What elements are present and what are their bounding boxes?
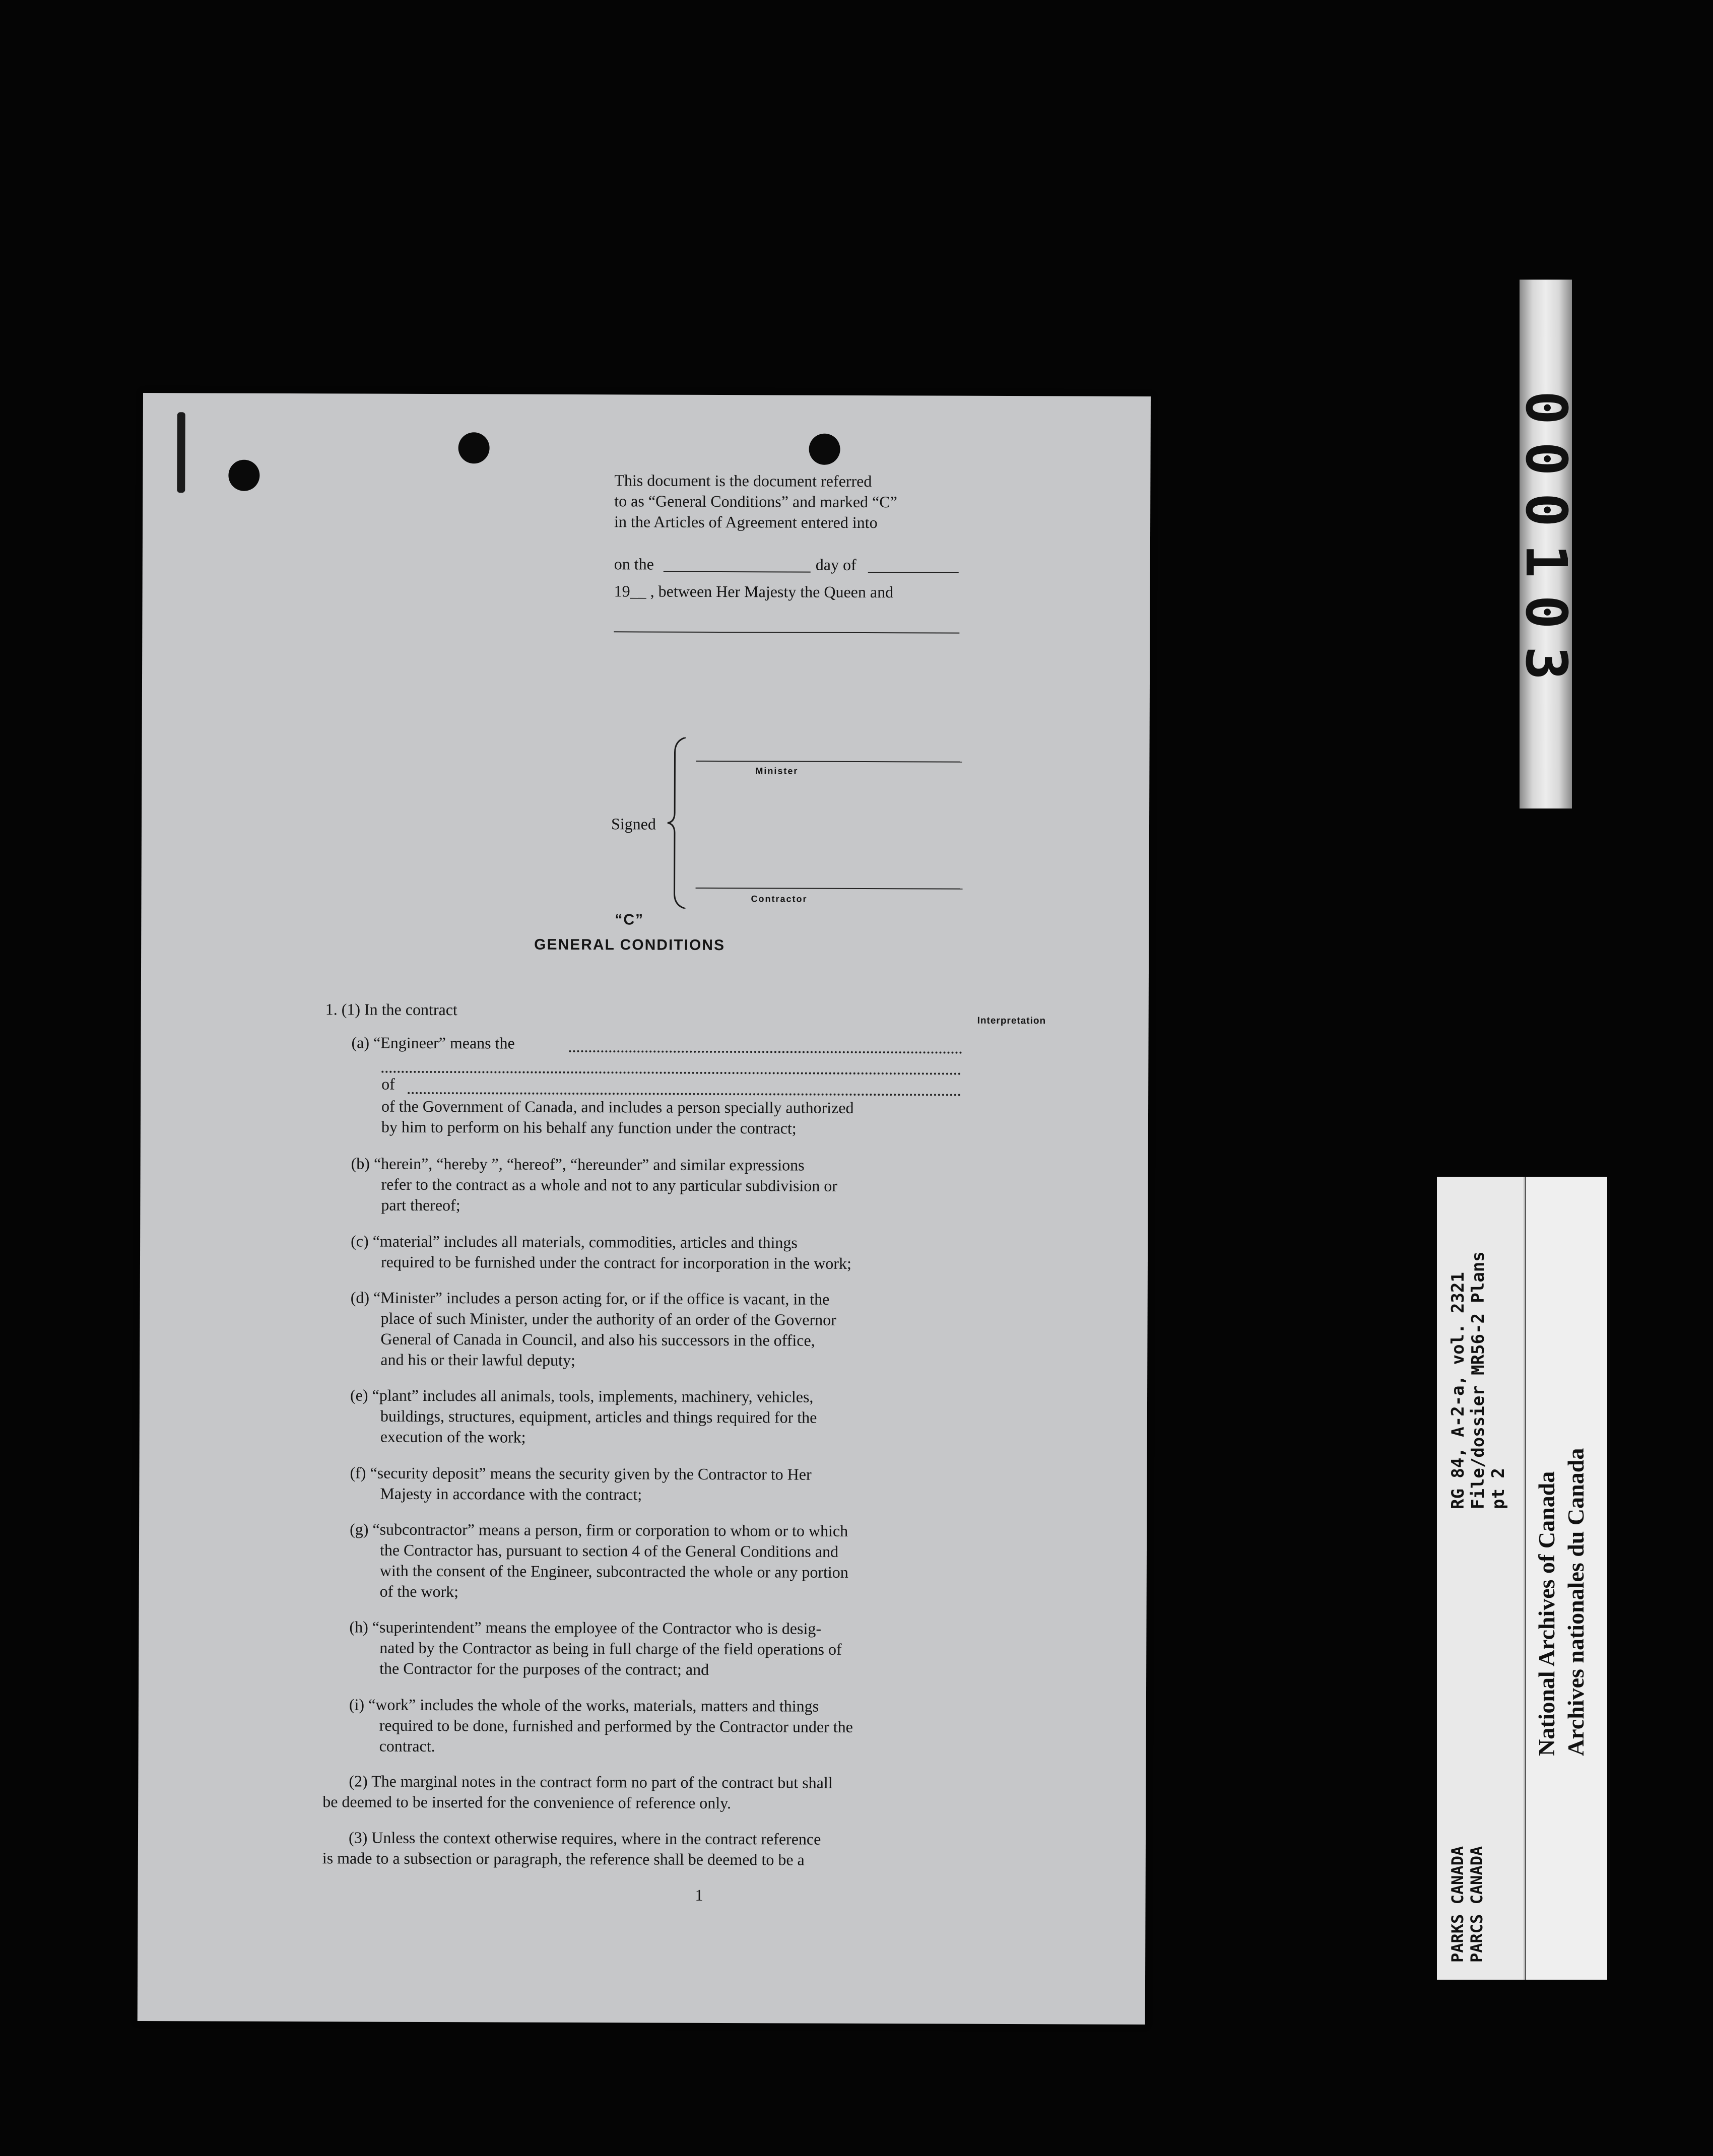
reference-line-3: pt 2 (1488, 1468, 1508, 1509)
signature-brace (665, 737, 696, 909)
clause-e-line-1: (e) “plant” includes all animals, tools, implements, machinery, vehicles, (350, 1386, 814, 1406)
on-the-label: on the (614, 555, 654, 573)
document-page (138, 393, 1151, 2025)
torn-edge (177, 412, 185, 493)
clause-i-line-3: contract. (379, 1736, 435, 1756)
reference-line-1: RG 84, A-2-a, vol. 2321 (1448, 1272, 1468, 1509)
clause-f-line-1: (f) “security deposit” means the security given by the Contractor to Her (350, 1463, 812, 1484)
clause-g-line-2: the Contractor has, pursuant to section 4 of the General Conditions and (379, 1540, 839, 1561)
clause-e-line-3: execution of the work; (380, 1427, 526, 1446)
contractor-name-blank[interactable] (614, 631, 959, 633)
month-blank[interactable] (868, 572, 959, 573)
subsection-3-line-2: is made to a subsection or paragraph, the reference shall be deemed to be a (322, 1849, 805, 1869)
subsection-2-line-2: be deemed to be inserted for the convenience of reference only. (322, 1792, 732, 1812)
minister-label: Minister (755, 766, 799, 776)
general-conditions-title: GENERAL CONDITIONS (534, 936, 726, 954)
contractor-signature-line[interactable] (696, 888, 963, 890)
frame-number: 000103 (1513, 390, 1578, 698)
subsection-3-line-1: (3) Unless the context otherwise requires, where in the contract reference (348, 1828, 821, 1848)
parks-canada-en: PARKS CANADA (1448, 1846, 1467, 1963)
clause-f-line-2: Majesty in accordance with the contract; (380, 1484, 642, 1504)
frame-number-stamp (1513, 280, 1578, 809)
clause-a-line-1: (a) “Engineer” means the (351, 1033, 515, 1052)
clause-g-line-1: (g) “subcontractor” means a person, firm or corporation to whom or to which (350, 1520, 848, 1540)
clause-e-line-2: buildings, structures, equipment, articles and things required for the (380, 1406, 817, 1427)
clause-a-of: of (381, 1074, 395, 1093)
clause-c-line-2: required to be furnished under the contract for incorporation in the work; (380, 1252, 851, 1272)
clause-h-line-3: the Contractor for the purposes of the contract; and (379, 1659, 709, 1678)
clause-b-line-1: (b) “herein”, “hereby ”, “hereof”, “hereunder” and similar expressions (351, 1154, 805, 1174)
clause-g-line-3: with the consent of the Engineer, subcontracted the whole or any portion (379, 1561, 848, 1581)
preamble-line-3: in the Articles of Agreement entered into (614, 512, 878, 532)
day-blank[interactable] (664, 571, 811, 573)
minister-signature-line[interactable] (696, 761, 962, 763)
archives-name-fr: Archives nationales du Canada (1563, 1448, 1589, 1756)
clause-i-line-1: (i) “work” includes the whole of the works, materials, matters and things (349, 1695, 819, 1715)
day-of-label: day of (815, 555, 856, 574)
clause-h-line-2: nated by the Contractor as being in full charge of the field operations of (379, 1638, 842, 1658)
clause-a-line-3: of the Government of Canada, and includes a person specially authorized (381, 1097, 854, 1117)
clause-h-line-1: (h) “superintendent” means the employee of the Contractor who is desig- (349, 1618, 822, 1638)
clause-c-line-1: (c) “material” includes all materials, commodities, articles and things (351, 1232, 798, 1252)
clause-d-line-2: place of such Minister, under the authority of an order of the Governor (380, 1309, 836, 1329)
punch-hole-middle (458, 432, 490, 463)
clause-d-line-1: (d) “Minister” includes a person acting for, or if the office is vacant, in the (350, 1288, 830, 1308)
clause-b-line-3: part thereof; (381, 1195, 460, 1215)
parks-canada-fr: PARCS CANADA (1467, 1846, 1486, 1963)
national-archives-label (1526, 1177, 1607, 1980)
punch-hole-left (228, 460, 259, 491)
clause-i-line-2: required to be done, furnished and performed by the Contractor under the (379, 1716, 853, 1736)
clause-d-line-4: and his or their lawful deputy; (380, 1350, 575, 1370)
engineer-dotted-2[interactable] (381, 1071, 961, 1075)
schedule-mark: “C” (615, 911, 644, 928)
archives-name-en: National Archives of Canada (1534, 1471, 1559, 1756)
signed-label: Signed (611, 815, 656, 833)
engineer-dotted-3[interactable] (408, 1092, 961, 1096)
archive-reference-label (1437, 1177, 1525, 1980)
punch-hole-right (809, 434, 840, 465)
engineer-dotted-1[interactable] (569, 1050, 962, 1054)
clause-b-line-2: refer to the contract as a whole and not to any particular subdivision or (381, 1175, 838, 1195)
clause-a-line-4: by him to perform on his behalf any function under the contract; (381, 1117, 797, 1137)
clause-g-line-4: of the work; (379, 1582, 459, 1601)
page-number: 1 (695, 1885, 703, 1904)
preamble-line-2: to as “General Conditions” and marked “C” (614, 492, 897, 511)
margin-note-interpretation: Interpretation (977, 1015, 1046, 1027)
clause-d-line-3: General of Canada in Council, and also his successors in the office, (380, 1329, 815, 1350)
reference-line-2: File/dossier MR56-2 Plans (1468, 1251, 1488, 1509)
subsection-2-line-1: (2) The marginal notes in the contract form no part of the contract but shall (349, 1772, 833, 1792)
clause-1-lead: 1. (1) In the contract (325, 1000, 457, 1019)
preamble-line-1: This document is the document referred (614, 471, 872, 491)
contractor-label: Contractor (751, 894, 808, 904)
year-line: 19__ , between Her Majesty the Queen and (614, 582, 894, 601)
